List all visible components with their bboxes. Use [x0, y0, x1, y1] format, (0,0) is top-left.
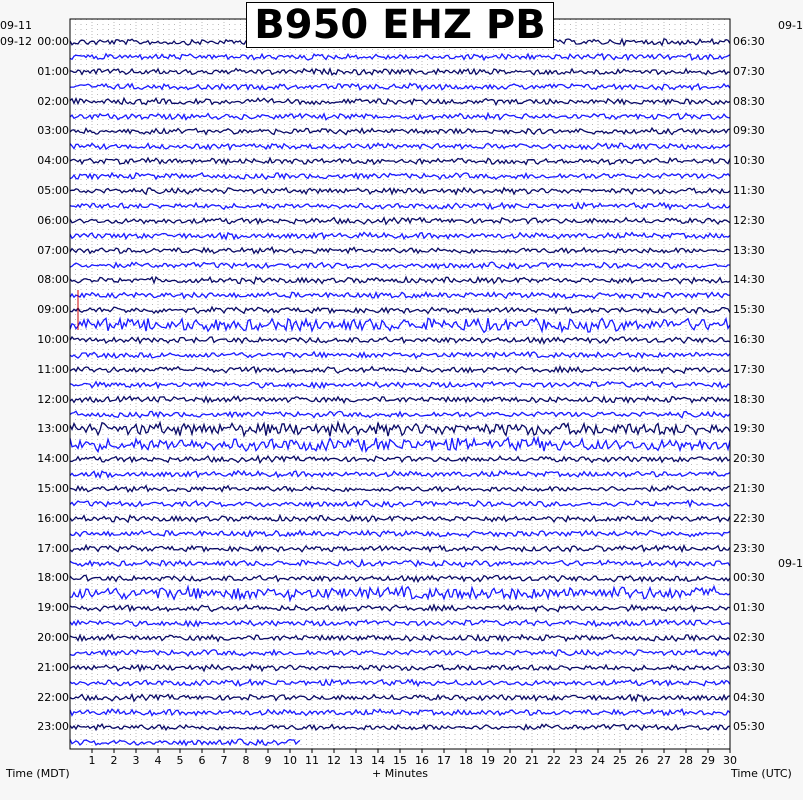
left-time-label: 23:00 — [37, 720, 69, 734]
left-time-label: 06:00 — [37, 213, 69, 227]
left-time-label: 10:00 — [37, 333, 69, 346]
right-time-label: 20:30 — [733, 452, 765, 466]
left-time-label: 03:00 — [37, 124, 69, 138]
x-tick-label: 8 — [242, 754, 250, 767]
right-time-label: 10:30 — [733, 154, 765, 168]
x-tick-label: 4 — [154, 754, 162, 767]
x-tick-label: 5 — [176, 754, 184, 767]
left-time-label: 21:00 — [37, 660, 69, 674]
x-tick-label: 28 — [679, 754, 693, 767]
date-label-left-second: 09-12 — [0, 35, 32, 48]
right-time-label: 03:30 — [733, 660, 765, 674]
left-time-label: 14:00 — [37, 452, 69, 466]
x-tick-label: 30 — [723, 754, 737, 767]
left-time-label: 13:00 — [37, 422, 69, 436]
x-tick-label: 12 — [327, 754, 341, 767]
left-time-label: 02:00 — [37, 94, 69, 108]
left-time-label: 18:00 — [37, 571, 69, 585]
left-time-label: 00:00 — [37, 35, 69, 48]
x-tick-label: 9 — [264, 754, 272, 767]
x-tick-label: 27 — [657, 754, 671, 767]
x-tick-label: 15 — [393, 754, 407, 767]
right-time-label: 22:30 — [733, 511, 765, 525]
left-time-label: 20:00 — [37, 631, 69, 644]
date-label-left-top: 09-11 — [0, 19, 32, 32]
left-axis-title: Time (MDT) — [6, 767, 70, 780]
right-time-label: 23:30 — [733, 541, 765, 555]
left-time-label: 11:00 — [37, 362, 69, 376]
right-time-label: 17:30 — [733, 362, 765, 376]
x-tick-label: 29 — [701, 754, 715, 767]
date-label-right-mid: 09-1 — [778, 557, 803, 570]
right-time-label: 19:30 — [733, 422, 765, 436]
left-time-label: 12:00 — [37, 392, 69, 406]
x-tick-label: 10 — [283, 754, 297, 767]
x-tick-label: 23 — [569, 754, 583, 767]
title-box — [246, 2, 554, 48]
right-time-label: 05:30 — [733, 720, 765, 734]
x-tick-label: 25 — [613, 754, 627, 767]
date-label-right-top: 09-1 — [778, 19, 803, 32]
x-axis-ticks — [89, 749, 738, 767]
right-time-label: 16:30 — [733, 333, 765, 346]
right-time-label: 06:30 — [733, 35, 765, 48]
left-time-label: 15:00 — [37, 482, 69, 495]
left-time-label: 22:00 — [37, 690, 69, 704]
x-tick-label: 11 — [305, 754, 319, 767]
right-time-label: 08:30 — [733, 94, 765, 108]
right-time-label: 09:30 — [733, 124, 765, 138]
right-time-label: 21:30 — [733, 482, 765, 495]
x-axis-title: + Minutes — [372, 767, 429, 780]
right-time-label: 04:30 — [733, 690, 765, 704]
left-time-label: 16:00 — [37, 511, 69, 525]
left-time-label: 19:00 — [37, 601, 69, 615]
left-time-label: 17:00 — [37, 541, 69, 555]
x-tick-label: 3 — [132, 754, 140, 767]
left-time-label: 07:00 — [37, 243, 69, 257]
right-time-label: 02:30 — [733, 631, 765, 644]
right-time-label: 12:30 — [733, 213, 765, 227]
left-time-label: 01:00 — [37, 64, 69, 78]
x-tick-label: 7 — [220, 754, 228, 767]
left-time-label: 04:00 — [37, 154, 69, 168]
right-time-label: 00:30 — [733, 571, 765, 585]
chart-title: B950 EHZ PB — [254, 2, 546, 48]
x-tick-label: 24 — [591, 754, 605, 767]
right-time-label: 07:30 — [733, 64, 765, 78]
right-axis-title: Time (UTC) — [731, 767, 792, 780]
left-time-label: 05:00 — [37, 184, 69, 197]
x-tick-label: 26 — [635, 754, 649, 767]
right-time-label: 18:30 — [733, 392, 765, 406]
right-time-label: 14:30 — [733, 273, 765, 287]
right-time-label: 11:30 — [733, 184, 765, 197]
x-tick-label: 20 — [503, 754, 517, 767]
x-tick-label: 6 — [198, 754, 206, 767]
x-tick-label: 17 — [437, 754, 451, 767]
x-tick-label: 18 — [459, 754, 473, 767]
left-time-label: 09:00 — [37, 303, 69, 317]
right-time-label: 01:30 — [733, 601, 765, 615]
x-tick-label: 1 — [88, 754, 96, 767]
right-time-label: 15:30 — [733, 303, 765, 317]
x-tick-label: 13 — [349, 754, 363, 767]
x-tick-label: 2 — [110, 754, 118, 767]
right-time-label: 13:30 — [733, 243, 765, 257]
x-tick-label: 16 — [415, 754, 429, 767]
x-tick-label: 22 — [547, 754, 561, 767]
x-tick-label: 19 — [481, 754, 495, 767]
x-tick-label: 21 — [525, 754, 539, 767]
left-time-label: 08:00 — [37, 273, 69, 287]
x-tick-label: 14 — [371, 754, 385, 767]
